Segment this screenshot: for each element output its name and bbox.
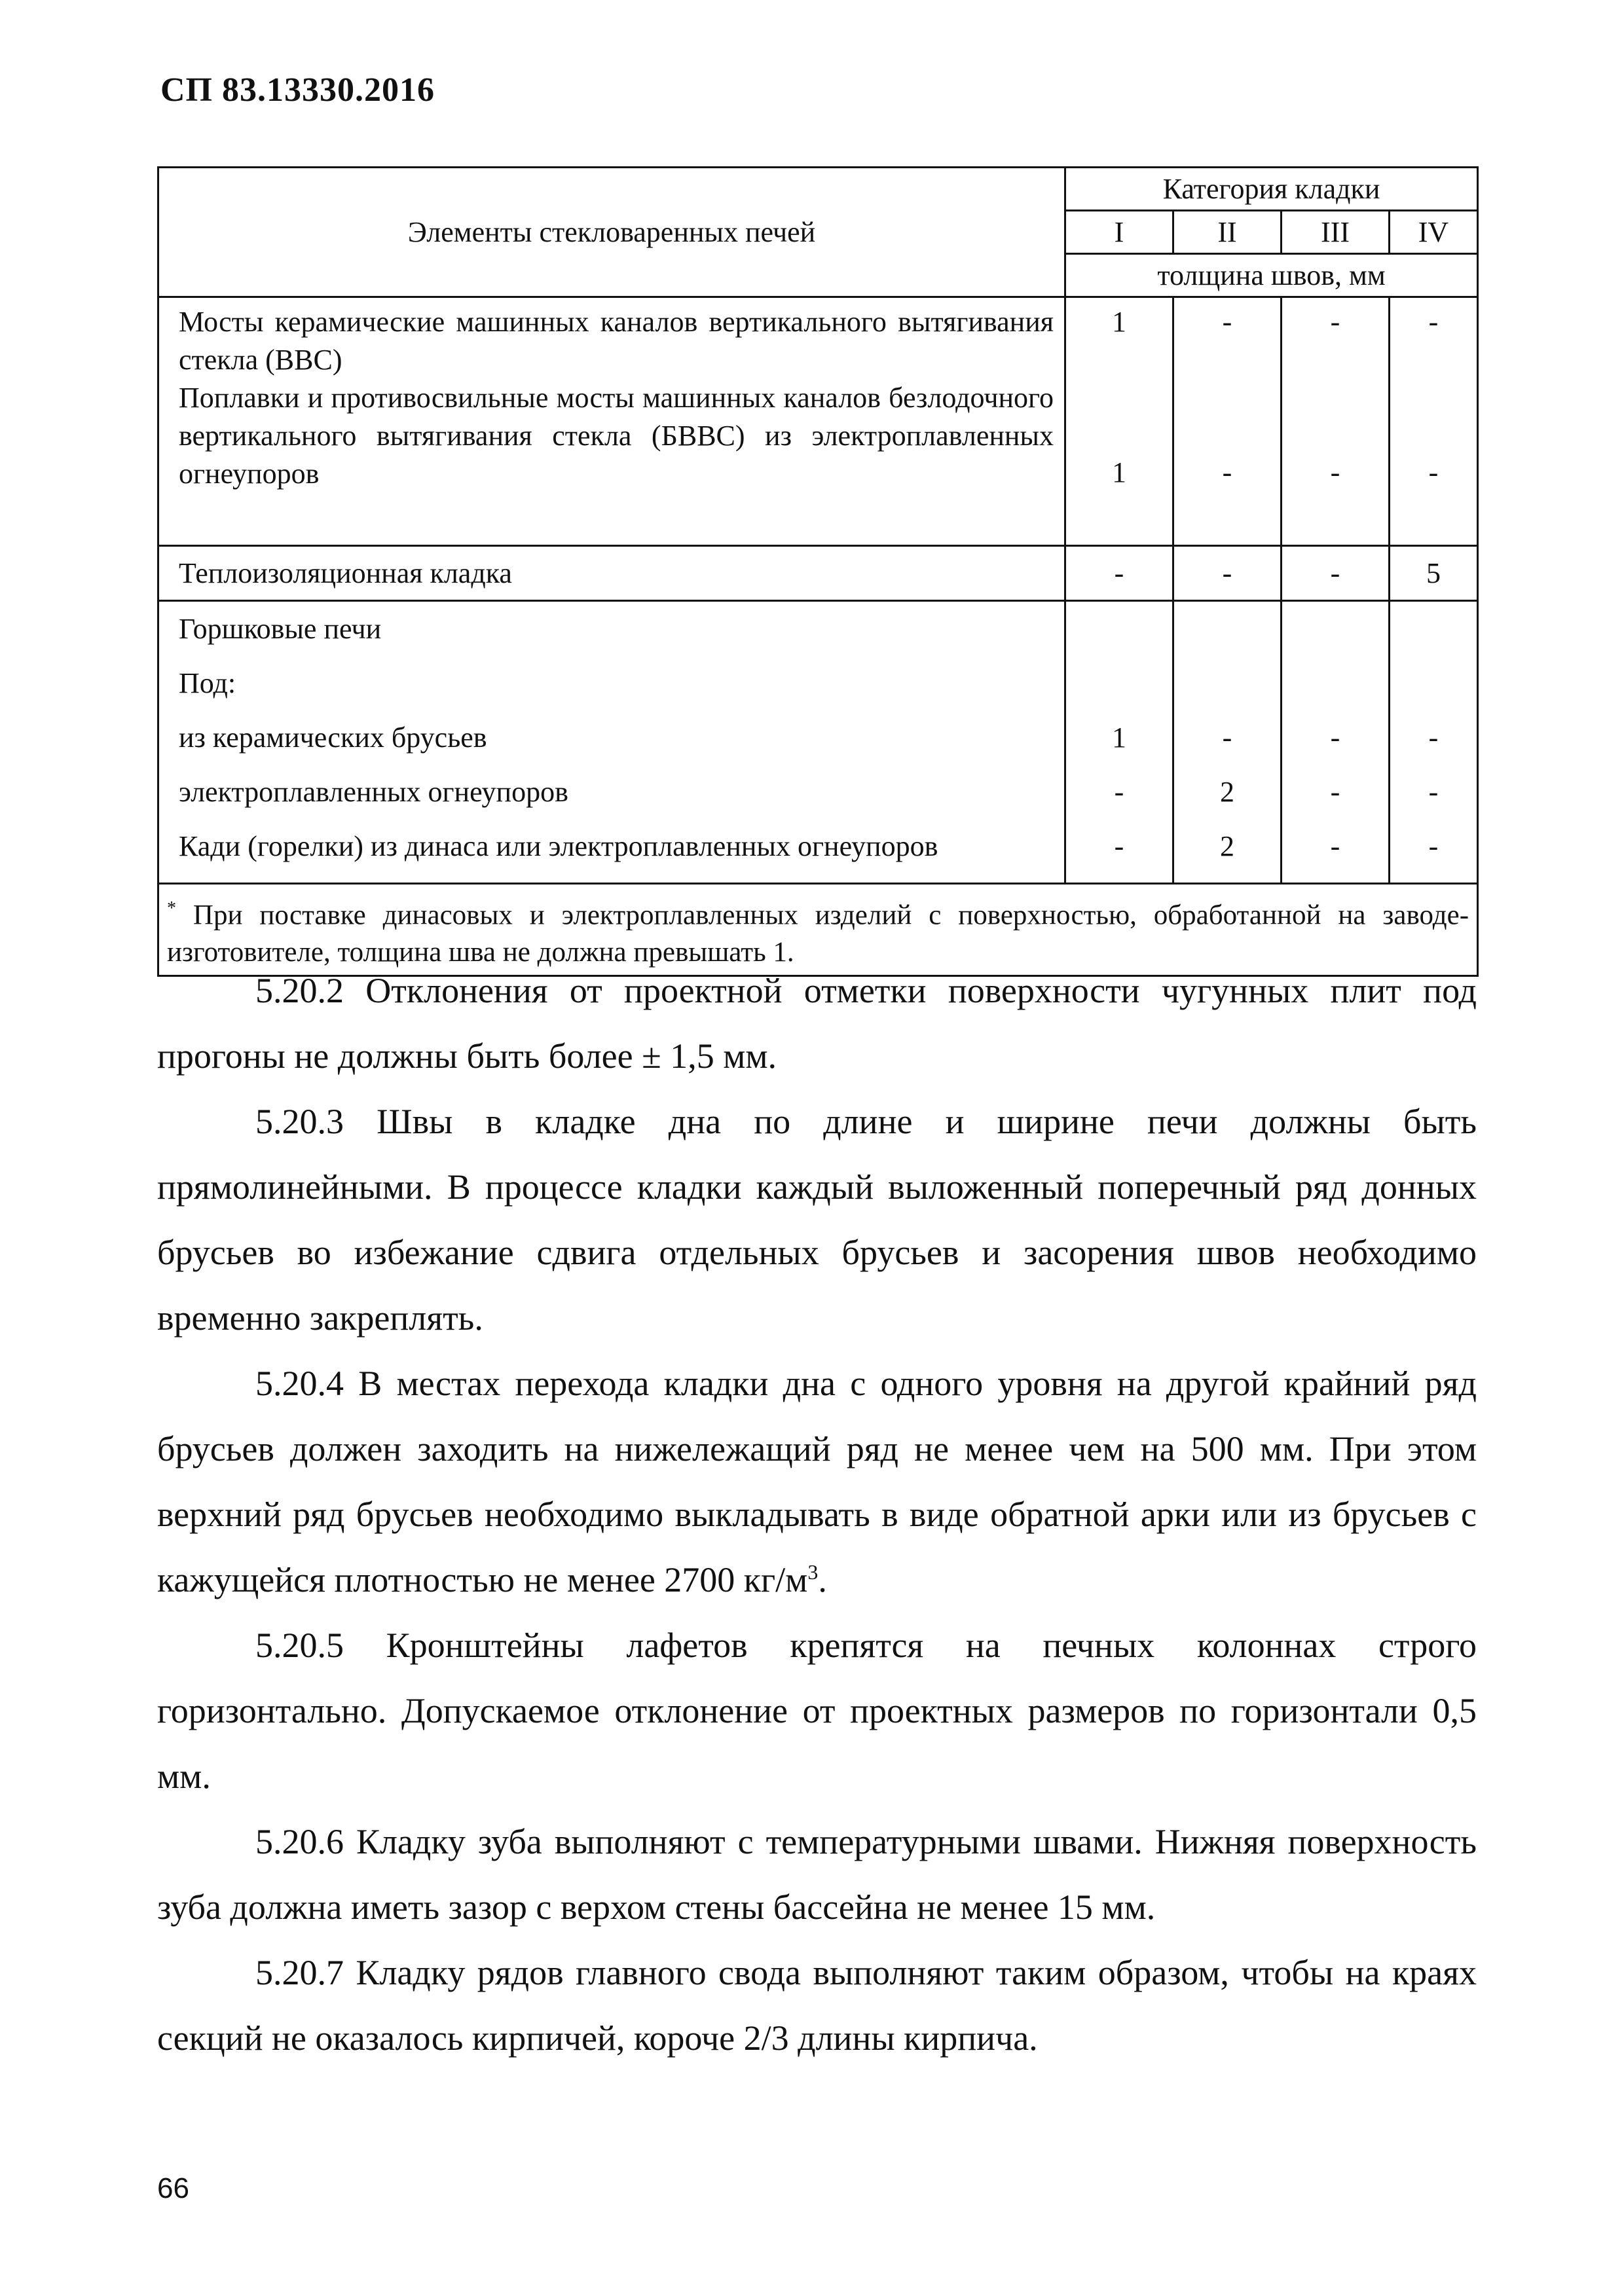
cell-value: -	[1065, 546, 1173, 601]
paragraph-5-20-5: 5.20.5 Кронштейны лафетов крепятся на печных колоннах строго горизонтально. Допускаемое отклонение от проектных размеров по горизонтали 0,5 мм.	[157, 1626, 1477, 1796]
table-row	[158, 546, 1478, 601]
header-category-1: I	[1065, 211, 1173, 254]
cell-value: -	[1222, 456, 1232, 488]
cell-value: -	[1330, 456, 1340, 488]
superscript: 3	[807, 1560, 819, 1584]
cell-value: 1	[1112, 721, 1126, 754]
cell-value: 1	[1112, 456, 1126, 488]
row-text: Горшковые печи	[179, 613, 382, 645]
body-text	[157, 958, 1477, 2071]
paragraph-5-20-7: 5.20.7 Кладку рядов главного свода выполняют таким образом, чтобы на краях секций не оказалось кирпичей, короче 2/3 длины кирпича.	[157, 1953, 1477, 2058]
value-cell	[1282, 601, 1390, 884]
row-text: из керамических брусьев	[179, 721, 487, 754]
cell-value: 2	[1220, 776, 1234, 808]
cell-value: -	[1428, 306, 1439, 338]
value-cell	[1173, 601, 1282, 884]
cell-value: -	[1428, 721, 1439, 754]
value-cell	[1065, 297, 1173, 546]
cell-value: 1	[1112, 306, 1126, 338]
cell-value: 5	[1390, 546, 1478, 601]
cell-value: -	[1114, 830, 1124, 862]
header-units: толщина швов, мм	[1065, 254, 1478, 297]
table-row	[158, 601, 1478, 884]
row-text: Поплавки и противосвильные мосты машинных каналов безлодочного вертикального вытягивания стекла (БВВС) из электроплавленных огнеупоров	[179, 382, 1054, 490]
cell-value: -	[1114, 776, 1124, 808]
header-category: Категория кладки	[1065, 168, 1478, 211]
page-number: 66	[157, 2172, 189, 2204]
row-text: Мосты керамические машинных каналов вертикального вытягивания стекла (ВВС)	[179, 306, 1054, 376]
cell-value: -	[1330, 306, 1340, 338]
cell-value: 2	[1220, 830, 1234, 862]
cell-value: -	[1222, 721, 1232, 754]
row-text: Теплоизоляционная кладка	[158, 546, 1065, 601]
document-code: СП 83.13330.2016	[160, 71, 435, 109]
header-category-3: III	[1282, 211, 1390, 254]
paragraph-5-20-4	[157, 1351, 1477, 1613]
value-cell	[1390, 601, 1478, 884]
cell-value: -	[1330, 776, 1340, 808]
cell-value: -	[1222, 306, 1232, 338]
paragraph-5-20-3: 5.20.3 Швы в кладке дна по длине и ширине печи должны быть прямолинейными. В процессе кладки каждый выложенный поперечный ряд донных брусьев во избежание сдвига отдельных брусьев и засорения швов необходимо временно закреплять.	[157, 1102, 1477, 1338]
paragraph-text: .	[818, 1560, 827, 1599]
paragraph-5-20-6: 5.20.6 Кладку зуба выполняют с температурными швами. Нижняя поверхность зуба должна иметь зазор с верхом стены бассейна не менее 15 мм.	[157, 1822, 1477, 1927]
bridges-cell	[158, 297, 1065, 546]
cell-value: -	[1428, 456, 1439, 488]
row-text: Под:	[179, 667, 236, 699]
value-cell	[1390, 297, 1478, 546]
row-text: электроплавленных огнеупоров	[179, 776, 568, 808]
masonry-joints-table	[157, 166, 1479, 977]
paragraph-text: 5.20.4 В местах перехода кладки дна с одного уровня на другой крайний ряд брусьев должен заходить на нижележащий ряд не менее чем на 500 мм. При этом верхний ряд брусьев необходимо выкладывать в виде обратной арки или из брусьев с кажущейся плотностью не менее 2700 кг/м	[157, 1364, 1477, 1599]
paragraph-5-20-2: 5.20.2 Отклонения от проектной отметки поверхности чугунных плит под прогоны не должны быть более ± 1,5 мм.	[157, 971, 1477, 1076]
cell-value: -	[1173, 546, 1282, 601]
cell-value: -	[1330, 830, 1340, 862]
row-text: Кади (горелки) из динаса или электроплавленных огнеупоров	[179, 830, 938, 862]
value-cell	[1282, 297, 1390, 546]
header-elements: Элементы стекловаренных печей	[158, 168, 1065, 297]
cell-value: -	[1330, 721, 1340, 754]
value-cell	[1173, 297, 1282, 546]
header-category-2: II	[1173, 211, 1282, 254]
table-row	[158, 297, 1478, 546]
pot-furnaces-cell	[158, 601, 1065, 884]
footnote-text: При поставке динасовых и электроплавленных изделий с поверхностью, обработанной на заводе-изготовителе, толщина шва не должна превышать 1.	[167, 900, 1469, 968]
value-cell	[1065, 601, 1173, 884]
cell-value: -	[1428, 830, 1439, 862]
cell-value: -	[1428, 776, 1439, 808]
footnote-mark: *	[167, 898, 176, 919]
header-category-4: IV	[1390, 211, 1478, 254]
cell-value: -	[1282, 546, 1390, 601]
